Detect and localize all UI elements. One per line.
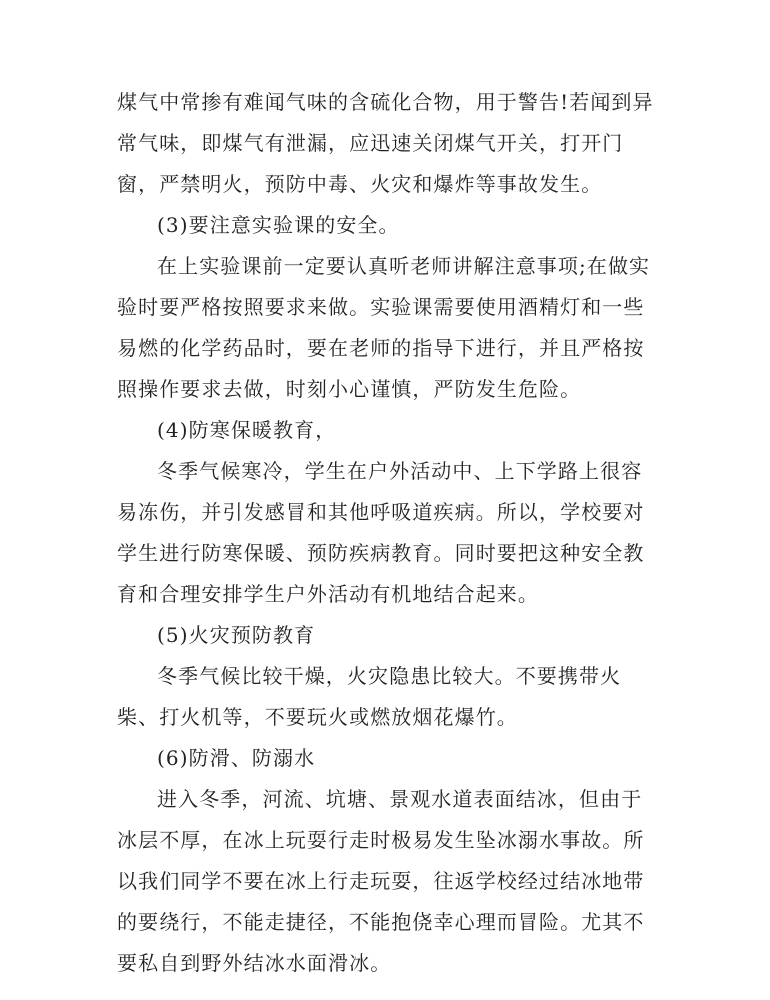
paragraph-line: 冬季气候寒冷，学生在户外活动中、上下学路上很容 xyxy=(157,459,643,483)
section-heading-3: (3)要注意实验课的安全。 xyxy=(157,213,400,237)
paragraph-line: 的要绕行，不能走捷径，不能抱侥幸心理而冒险。尤其不 xyxy=(117,910,645,934)
paragraph-line: 要私自到野外结冰水面滑冰。 xyxy=(117,951,392,975)
paragraph-line: 柴、打火机等，不要玩火或燃放烟花爆竹。 xyxy=(117,705,518,729)
paragraph-line: 窗，严禁明火，预防中毒、火灾和爆炸等事故发生。 xyxy=(117,172,603,196)
paragraph-line: 在上实验课前一定要认真听老师讲解注意事项;在做实 xyxy=(157,254,651,278)
paragraph-line: 照操作要求去做，时刻小心谨慎，严防发生危险。 xyxy=(117,377,582,401)
paragraph-line: 冬季气候比较干燥，火灾隐患比较大。不要携带火 xyxy=(157,664,622,688)
paragraph-line: 进入冬季，河流、坑塘、景观水道表面结冰，但由于 xyxy=(157,787,643,811)
paragraph-line: 易冻伤，并引发感冒和其他呼吸道疾病。所以，学校要对 xyxy=(117,500,645,524)
paragraph-line: 煤气中常掺有难闻气味的含硫化合物，用于警告!若闻到异 xyxy=(117,90,654,114)
paragraph-line: 学生进行防寒保暖、预防疾病教育。同时要把这种安全教 xyxy=(117,541,645,565)
document-body xyxy=(117,82,652,984)
section-heading-4: (4)防寒保暖教育， xyxy=(157,418,337,442)
section-heading-6: (6)防滑、防溺水 xyxy=(157,746,316,770)
section-heading-5: (5)火灾预防教育 xyxy=(157,623,316,647)
paragraph-line: 冰层不厚，在冰上玩耍行走时极易发生坠冰溺水事故。所 xyxy=(117,828,645,852)
paragraph-line: 常气味，即煤气有泄漏，应迅速关闭煤气开关，打开门 xyxy=(117,131,624,155)
paragraph-line: 易燃的化学药品时，要在老师的指导下进行，并且严格按 xyxy=(117,336,645,360)
paragraph-line: 以我们同学不要在冰上行走玩耍，往返学校经过结冰地带 xyxy=(117,869,645,893)
paragraph-line: 验时要严格按照要求来做。实验课需要使用酒精灯和一些 xyxy=(117,295,645,319)
paragraph-line: 育和合理安排学生户外活动有机地结合起来。 xyxy=(117,582,539,606)
